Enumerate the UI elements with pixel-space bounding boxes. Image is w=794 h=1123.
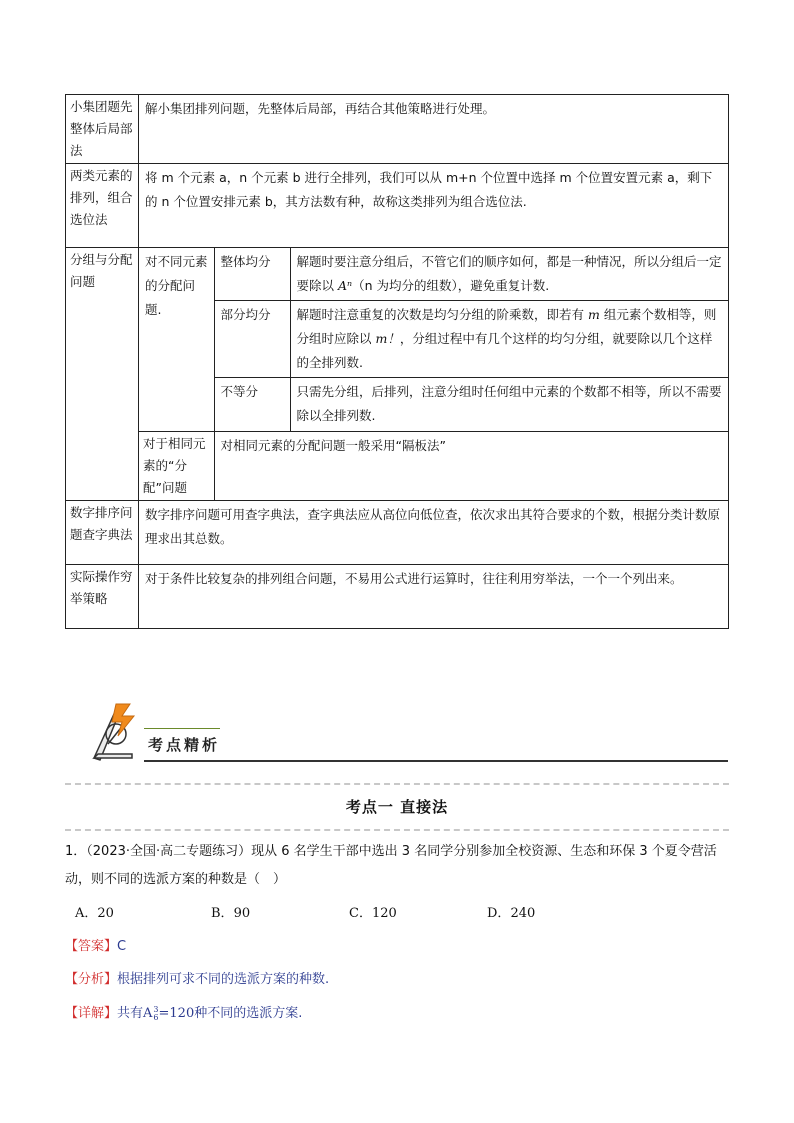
type-desc: 解题时要注意分组后，不管它们的顺序如何，都是一种情况，所以分组后一定要除以 Aⁿ（n 为均分的组数），避免重复计数. [290,248,728,301]
row-content: 将 m 个元素 a，n 个元素 b 进行全排列，我们可以从 m+n 个位置中选择 m 个位置安置元素 a，剩下的 n 个位置安排元素 b，其方法数有种，故称这类排列为组合选位法. [139,164,729,248]
question-number: 1． [65,844,87,859]
row-label: 两类元素的排列，组合选位法 [66,164,139,248]
row-content: 数字排序问题可用查字典法，查字典法应从高位向低位查，依次求出其符合要求的个数，根据分类计数原理求出其总数。 [139,501,729,565]
ruler-pencil-logo-icon [88,700,144,764]
question-text: 现从 6 名学生干部中选出 3 名同学分别参加全校资源、生态和环保 3 个夏令营活动，则不同的选派方案的种数是（ ） [65,844,717,887]
same-label: 对于相同元素的“分配”问题 [139,432,214,501]
section-banner [88,700,728,770]
option-b: B．90 [211,906,251,921]
row-label: 实际操作穷举策略 [66,565,139,629]
type-desc: 只需先分组，后排列，注意分组时任何组中元素的个数都不相等，所以不需要除以全排列数. [290,378,728,432]
type-label: 不等分 [214,378,290,432]
banner-rule [144,760,728,762]
detail-formula: A 3 6 =120 [143,1004,195,1022]
type-desc: 解题时注意重复的次数是均匀分组的阶乘数，即若有 m 组元素个数相等，则分组时应除以 m！，分组过程中有几个这样的均匀分组，就要除以几个这样的全排列数. [290,301,728,378]
question-options [65,898,665,924]
table-row-group [66,248,729,501]
analysis-tag: 【分析】 [65,972,118,987]
question-stem [65,838,733,894]
row-content: 解小集团排列问题，先整体后局部，再结合其他策略进行处理。 [139,95,729,164]
strategy-table [65,94,729,629]
detail-line [65,1002,302,1022]
table-row [66,164,729,248]
banner-title: 考点精析 [148,736,221,754]
option-d: D．240 [487,906,536,921]
analysis-line [65,968,329,987]
table-row [66,95,729,164]
group-subtable [139,248,728,500]
detail-tag: 【详解】 [65,1006,118,1021]
distinct-label: 对不同元素的分配问题. [139,248,214,432]
row-label: 小集团题先整体后局部法 [66,95,139,164]
option-c: C．120 [349,906,397,921]
divider-top [65,783,729,785]
section-title: 考点一 直接法 [345,798,449,816]
divider-bottom [65,829,729,831]
row-label: 数字排序问题查字典法 [66,501,139,565]
row-content: 对于条件比较复杂的排列组合问题，不易用公式进行运算时，往往利用穷举法，一个一个列出来。 [139,565,729,629]
answer-line [65,935,126,954]
same-desc: 对相同元素的分配问题一般采用“隔板法” [214,432,728,501]
table-row [66,501,729,565]
detail-suffix: 种不同的选派方案. [194,1006,303,1021]
group-subtable-host [139,248,729,501]
analysis-text: 根据排列可求不同的选派方案的种数. [117,972,330,987]
question-source: （2023·全国·高二专题练习） [86,844,252,859]
answer-value: C [117,939,127,954]
row-label: 分组与分配问题 [66,248,139,501]
type-label: 整体均分 [214,248,290,301]
type-label: 部分均分 [214,301,290,378]
answer-tag: 【答案】 [65,939,118,954]
option-a: A．20 [75,906,114,921]
table-row [66,565,729,629]
detail-prefix: 共有 [117,1006,144,1021]
banner-accent-line [144,728,220,729]
